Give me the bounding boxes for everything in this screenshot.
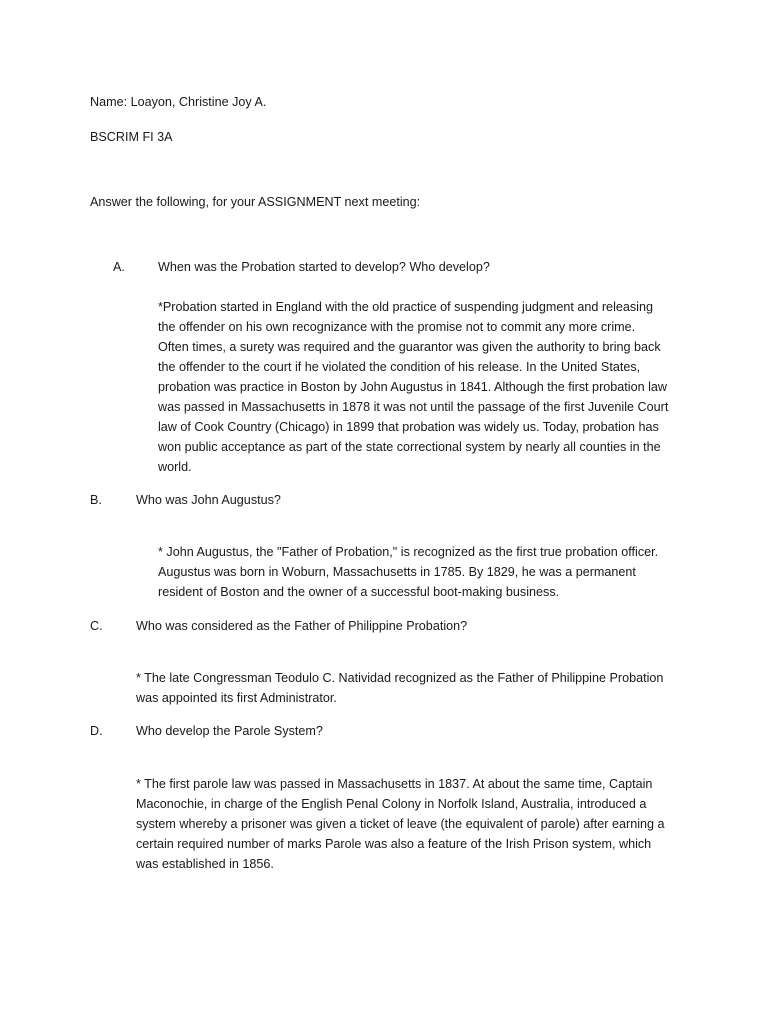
answer-a-line: world. [158, 460, 192, 474]
question-d-text: Who develop the Parole System? [136, 724, 323, 738]
student-name: Name: Loayon, Christine Joy A. [90, 95, 267, 109]
answer-a-line: Often times, a surety was required and the guarantor was given the authority to bring back [158, 340, 661, 354]
question-a-text: When was the Probation started to develop? Who develop? [158, 260, 490, 274]
answer-c [136, 668, 663, 708]
answer-b-line: Augustus was born in Woburn, Massachusetts in 1785. By 1829, he was a permanent [158, 565, 636, 579]
answer-d-line: * The first parole law was passed in Massachusetts in 1837. At about the same time, Captain [136, 777, 653, 791]
question-c-letter: C. [90, 619, 103, 633]
answer-a-line: *Probation started in England with the old practice of suspending judgment and releasing [158, 300, 653, 314]
question-d-letter: D. [90, 724, 103, 738]
question-c-text: Who was considered as the Father of Philippine Probation? [136, 619, 468, 633]
answer-d [136, 774, 665, 874]
answer-b-line: resident of Boston and the owner of a successful boot-making business. [158, 585, 560, 599]
assignment-instruction: Answer the following, for your ASSIGNMENT next meeting: [90, 195, 421, 209]
answer-a-line: won public acceptance as part of the state correctional system by nearly all counties in the [158, 440, 661, 454]
answer-b [158, 542, 658, 602]
answer-a-line: the offender on his own recognizance with the promise not to commit any more crime. [158, 320, 636, 334]
answer-a-line: law of Cook Country (Chicago) in 1899 that probation was widely us. Today, probation has [158, 420, 659, 434]
answer-a-line: was passed in Massachusetts in 1878 it was not until the passage of the first Juvenile Court [158, 400, 669, 414]
student-section: BSCRIM FI 3A [90, 130, 173, 144]
answer-a-line: probation was practice in Boston by John Augustus in 1841. Although the first probation law [158, 380, 667, 394]
answer-a-line: the offender to the court if he violated the condition of his release. In the United States, [158, 360, 641, 374]
answer-b-line: * John Augustus, the "Father of Probation," is recognized as the first true probation officer. [158, 545, 659, 559]
question-a-letter: A. [113, 260, 125, 274]
answer-c-line: was appointed its first Administrator. [136, 691, 337, 705]
answer-c-line: * The late Congressman Teodulo C. Natividad recognized as the Father of Philippine Probation [136, 671, 664, 685]
answer-a [158, 297, 668, 477]
answer-d-line: was established in 1856. [136, 857, 274, 871]
question-b-text: Who was John Augustus? [136, 493, 281, 507]
answer-d-line: system whereby a prisoner was given a ticket of leave (the equivalent of parole) after earning a [136, 817, 665, 831]
answer-d-line: certain required number of marks Parole was also a feature of the Irish Prison system, which [136, 837, 652, 851]
answer-d-line: Maconochie, in charge of the English Penal Colony in Norfolk Island, Australia, introduced a [136, 797, 647, 811]
question-b-letter: B. [90, 493, 102, 507]
